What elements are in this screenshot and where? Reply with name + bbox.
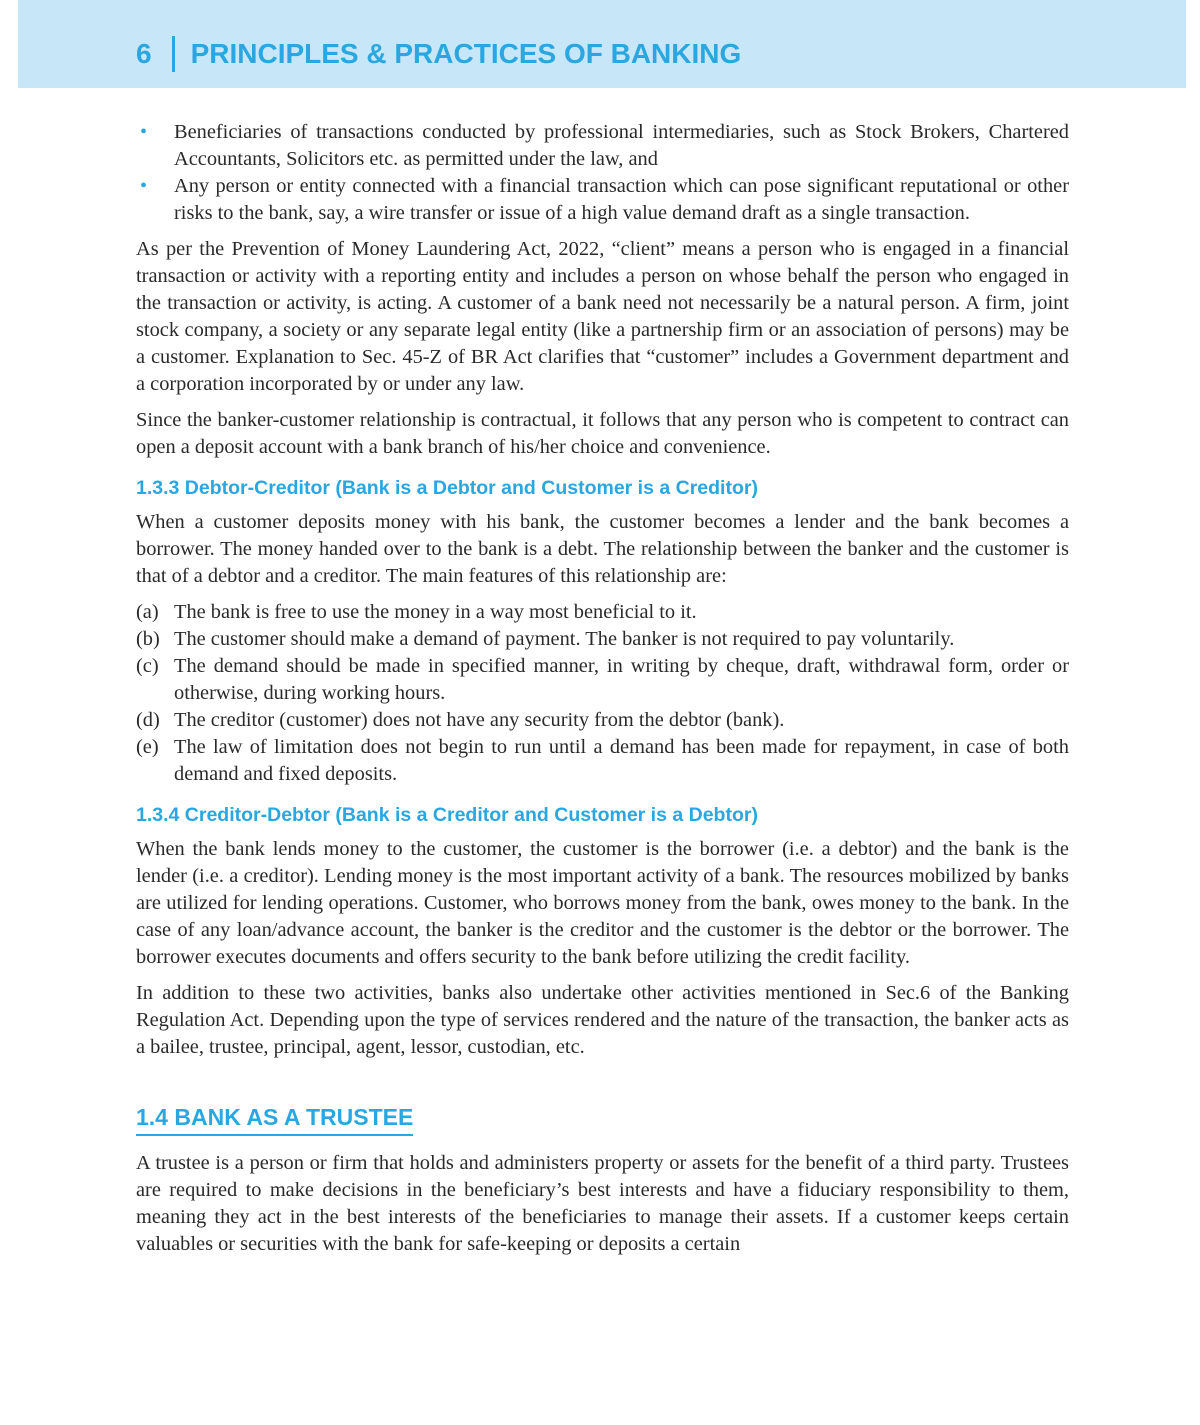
section-heading-1-4: 1.4 BANK AS A TRUSTEE (136, 1102, 413, 1136)
list-item-text: The bank is free to use the money in a way most beneficial to it. (174, 601, 697, 623)
list-marker: (b) (136, 628, 160, 650)
paragraph-creditor-debtor: When the bank lends money to the customer, the customer is the borrower (i.e. a debtor) and the bank is the lender (i.e. a creditor). Lending money is the most important activity of a bank. The resources mobilized by banks are utilized for lending operations. Customer, who borrows money from the bank, owes money to the bank. In the case of any loan/advance account, the banker is the creditor and the customer is the debtor or the borrower. The borrower executes documents and offers security to the bank before utilizing the credit facility. (136, 838, 1069, 968)
paragraph-trustee: A trustee is a person or firm that holds and administers property or assets for the benefit of a third party. Trustees are required to make decisions in the beneficiary’s best interests and have a fiduciary responsibility to them, meaning they act in the best interests of the beneficiaries to manage their assets. If a customer keeps certain valuables or securities with the bank for safe-keeping or deposits a certain (136, 1152, 1069, 1255)
book-title: PRINCIPLES & PRACTICES OF BANKING (190, 38, 742, 69)
page-number: 6 (136, 38, 152, 69)
list-item-text: The demand should be made in specified manner, in writing by cheque, draft, withdrawal form, order or otherwise, during working hours. (174, 655, 1069, 704)
paragraph-other-activities: In addition to these two activities, banks also undertake other activities mentioned in Sec.6 of the Banking Regulation Act. Depending upon the type of services rendered and the nature of the transaction, the banker acts as a bailee, trustee, principal, agent, lessor, custodian, etc. (136, 982, 1069, 1058)
list-marker: (c) (136, 655, 159, 677)
list-item-text: The creditor (customer) does not have any security from the debtor (bank). (174, 709, 785, 731)
page-content (136, 119, 1069, 1267)
bullet-icon: • (140, 121, 148, 143)
header-divider (172, 36, 175, 72)
bullet-text: Beneficiaries of transactions conducted by professional intermediaries, such as Stock Brokers, Chartered Accountants, Solicitors etc. as permitted under the law, and (174, 121, 1069, 170)
intro-bullet-list (136, 119, 1069, 227)
list-item (136, 653, 1069, 707)
section-heading-1-3-3: 1.3.3 Debtor-Creditor (Bank is a Debtor and Customer is a Creditor) (136, 477, 758, 499)
list-item (136, 707, 1069, 734)
list-item (136, 119, 1069, 173)
bullet-text: Any person or entity connected with a financial transaction which can pose significant reputational or other risks to the bank, say, a wire transfer or issue of a high value demand draft as a single transaction. (174, 175, 1069, 224)
bullet-icon: • (140, 175, 148, 197)
section-heading-1-3-4: 1.3.4 Creditor-Debtor (Bank is a Creditor and Customer is a Debtor) (136, 804, 758, 826)
list-item (136, 734, 1069, 788)
list-item (136, 626, 1069, 653)
list-marker: (a) (136, 601, 159, 623)
list-marker: (d) (136, 709, 160, 731)
list-item-text: The law of limitation does not begin to run until a demand has been made for repayment, in case of both demand and fixed deposits. (174, 736, 1069, 785)
page-header (136, 36, 741, 72)
paragraph-contractual: Since the banker-customer relationship is contractual, it follows that any person who is competent to contract can open a deposit account with a bank branch of his/her choice and convenience. (136, 409, 1069, 458)
paragraph-debtor-creditor: When a customer deposits money with his bank, the customer becomes a lender and the bank becomes a borrower. The money handed over to the bank is a debt. The relationship between the banker and the customer is that of a debtor and a creditor. The main features of this relationship are: (136, 511, 1069, 587)
paragraph-client-definition: As per the Prevention of Money Laundering Act, 2022, “client” means a person who is engaged in a financial transaction or activity with a reporting entity and includes a person on whose behalf the person who engaged in the transaction or activity, is acting. A customer of a bank need not necessarily be a natural person. A firm, joint stock company, a society or any separate legal entity (like a partnership firm or an association of persons) may be a customer. Explanation to Sec. 45-Z of BR Act clarifies that “customer” includes a Government department and a corporation incorporated by or under any law. (136, 238, 1069, 395)
list-marker: (e) (136, 736, 159, 758)
list-item (136, 599, 1069, 626)
features-list (136, 599, 1069, 788)
list-item-text: The customer should make a demand of payment. The banker is not required to pay voluntarily. (174, 628, 955, 650)
list-item (136, 173, 1069, 227)
